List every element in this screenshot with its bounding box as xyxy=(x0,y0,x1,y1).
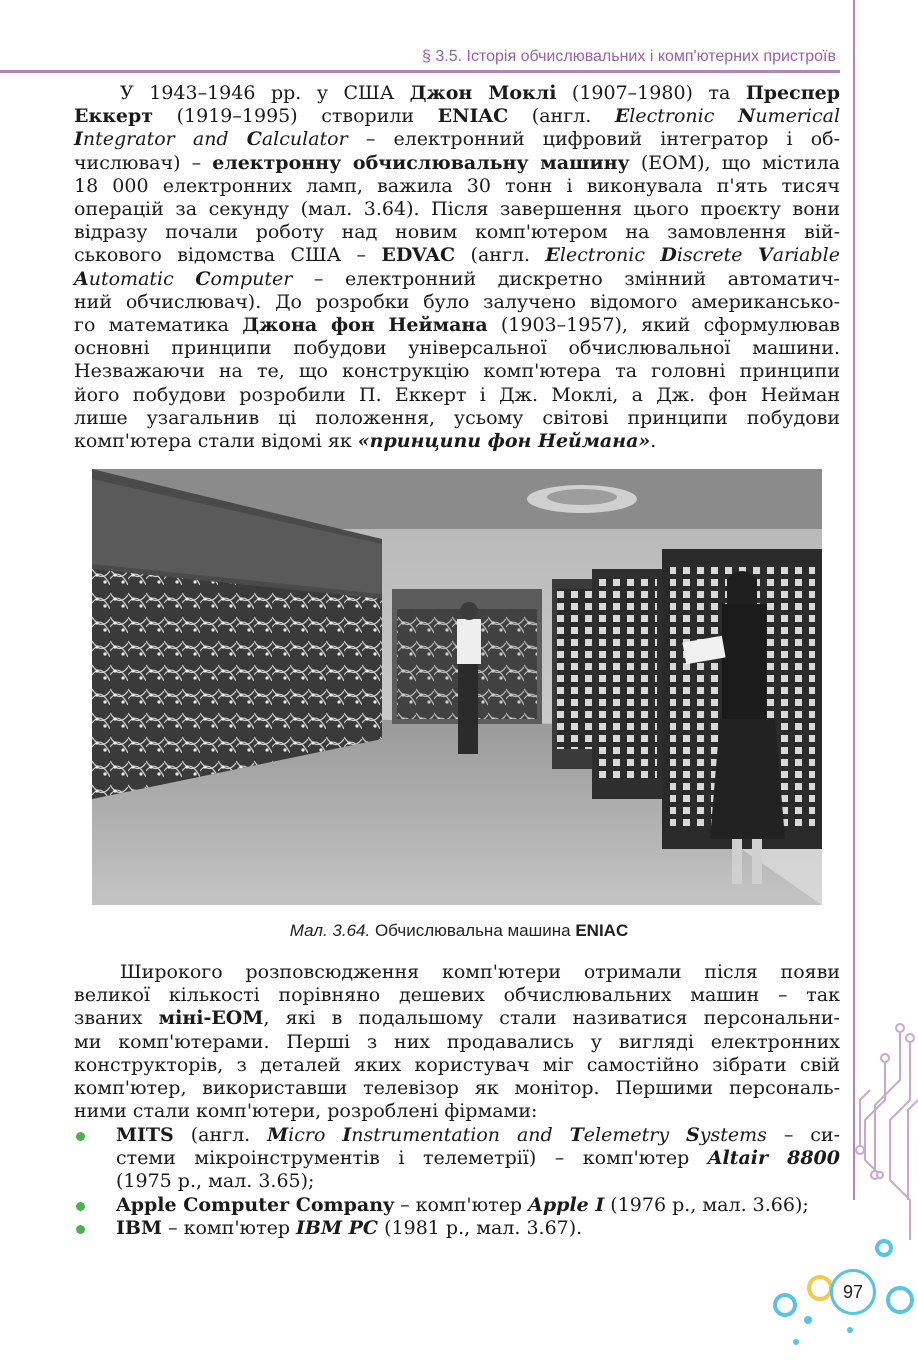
text-line: Automatic Computer – електронний дискретно змінний автоматич- xyxy=(74,267,840,290)
text-line: числювач) – електронну обчислювальну машину (ЕОМ), що містила xyxy=(74,151,841,174)
eniac-photo xyxy=(92,469,822,905)
section-title: § 3.5. Історія обчислювальних і комп'ютерних пристроїв xyxy=(422,48,836,65)
page-number: 97 xyxy=(830,1269,876,1315)
text-line: Незважаючи на те, що конструкцію комп'ютера та головні принципи xyxy=(74,360,840,383)
bullet-dot-icon xyxy=(76,1202,85,1211)
text-line: комп'ютера стали відомі як «принципи фон Неймана». xyxy=(74,430,657,453)
text-line: лише узагальнив ці положення, усьому світові принципи побудови xyxy=(74,406,840,429)
text-line: операцій за секунду (мал. 3.64). Після завершення цього проєкту вони xyxy=(74,198,840,221)
text-line: відразу почали роботу над новим комп'ютером на замовлення вій- xyxy=(74,221,840,244)
text-line: ними стали комп'ютери, розроблені фірмами: xyxy=(74,1100,538,1123)
bullet-dot-icon xyxy=(76,1132,85,1141)
bullet-dot-icon xyxy=(76,1225,85,1234)
text-line: званих міні-ЕОМ, які в подальшому стали називатися персональни- xyxy=(74,1007,840,1030)
text-line: ськового відомства США – EDVAC (англ. Electronic Discrete Variable xyxy=(74,244,840,267)
text-line: Integrator and Calculator – електронний цифровий інтегратор і об- xyxy=(74,128,840,151)
list-item: Apple Computer Company – комп'ютер Apple I (1976 р., мал. 3.66); xyxy=(74,1194,840,1217)
text-line: У 1943–1946 рр. у США Джон Моклі (1907–1980) та Преспер xyxy=(120,82,840,104)
text-line: ми комп'ютерами. Перші з них продавались у вигляді електронних xyxy=(74,1030,840,1053)
text-line: великої кількості порівняно дешевих обчислювальних машин – так xyxy=(74,984,840,1007)
figure-caption: Мал. 3.64. Обчислювальна машина ENIAC xyxy=(289,921,629,940)
text-line: Еккерт (1919–1995) створили ENIAC (англ. Electronic Numerical xyxy=(74,105,841,128)
eniac-photo-image xyxy=(92,469,822,905)
paragraph-eniac xyxy=(74,82,840,453)
text-line: Широкого розповсюдження комп'ютери отримали після появи xyxy=(120,961,840,983)
text-line: го математика Джона фон Неймана (1903–1957), який сформулював xyxy=(74,314,840,337)
list-item: MITS (англ. Micro Instrumentation and Telemetry Systems – си- стеми мікроінструментів і телеметрії) – комп'ютер Altair 8800 (1975 р., мал. 3.65); xyxy=(74,1124,840,1194)
text-line: 18 000 електронних ламп, важила 30 тонн і виконувала п'ять тисяч xyxy=(74,174,840,197)
text-line: конструкторів, з деталей яких користувач міг самостійно зібрати свій xyxy=(74,1053,840,1076)
paragraph-personal-computers xyxy=(74,961,840,1123)
text-line: його побудови розробили П. Еккерт і Дж. Моклі, а Дж. фон Нейман xyxy=(74,383,840,406)
list-item: IBM – комп'ютер IBM PC (1981 р., мал. 3.67). xyxy=(74,1217,840,1240)
page-header xyxy=(0,40,840,73)
text-line: основні принципи побудови універсальної обчислювальної машини. xyxy=(74,337,840,360)
companies-list xyxy=(74,1124,840,1240)
caption-number: Мал. 3.64. xyxy=(289,921,371,940)
text-line: ний обчислювач). До розробки було залучено відомого американсько- xyxy=(74,290,840,313)
text-line: комп'ютер, використавши телевізор як монітор. Першими персональ- xyxy=(74,1077,840,1100)
